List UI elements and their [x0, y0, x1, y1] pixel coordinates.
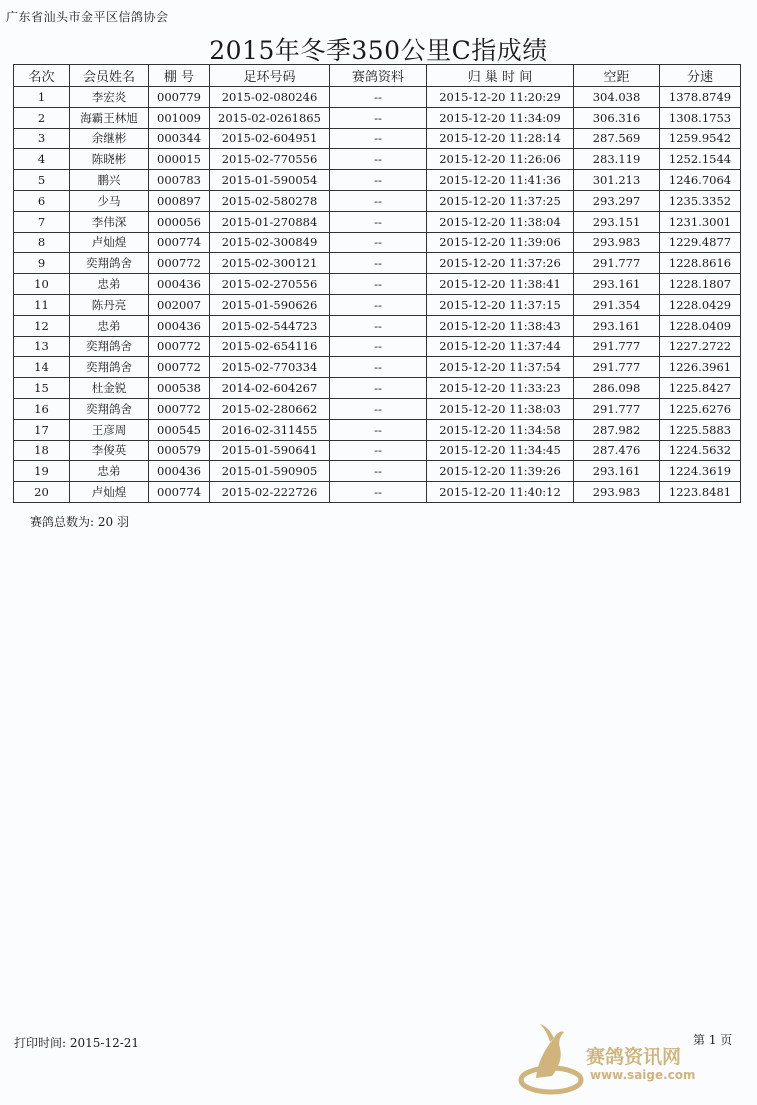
table-cell: 奕翔鸽舍	[70, 357, 149, 378]
table-cell: 2014-02-604267	[210, 378, 330, 399]
table-cell: 卢灿煌	[70, 232, 149, 253]
table-cell: 1	[14, 87, 70, 108]
table-cell: 1225.8427	[660, 378, 741, 399]
table-cell: 奕翔鸽舍	[70, 336, 149, 357]
table-cell: --	[330, 461, 427, 482]
watermark-url: www.saige.com	[590, 1068, 696, 1082]
table-row	[14, 87, 741, 108]
table-cell: 291.777	[574, 253, 660, 274]
table-cell: 2015-12-20 11:37:26	[427, 253, 574, 274]
column-header: 名次	[14, 65, 70, 87]
table-cell: 李俊英	[70, 440, 149, 461]
table-cell: 2015-12-20 11:39:06	[427, 232, 574, 253]
column-header: 归 巢 时 间	[427, 65, 574, 87]
table-cell: 1231.3001	[660, 211, 741, 232]
table-cell: --	[330, 294, 427, 315]
table-cell: 291.777	[574, 398, 660, 419]
table-cell: 2015-12-20 11:34:45	[427, 440, 574, 461]
table-cell: 2015-02-222726	[210, 482, 330, 503]
table-cell: 忠弟	[70, 461, 149, 482]
results-table	[13, 64, 741, 503]
table-cell: 293.983	[574, 232, 660, 253]
table-cell: --	[330, 253, 427, 274]
table-cell: --	[330, 357, 427, 378]
table-cell: 000015	[149, 149, 210, 170]
table-cell: 002007	[149, 294, 210, 315]
table-cell: 2015-12-20 11:37:15	[427, 294, 574, 315]
table-cell: 忠弟	[70, 315, 149, 336]
table-cell: 000436	[149, 274, 210, 295]
table-cell: 2015-02-770556	[210, 149, 330, 170]
table-cell: 306.316	[574, 107, 660, 128]
table-cell: --	[330, 440, 427, 461]
table-row	[14, 211, 741, 232]
table-cell: 293.161	[574, 315, 660, 336]
table-cell: 1224.3619	[660, 461, 741, 482]
table-cell: --	[330, 482, 427, 503]
table-row	[14, 294, 741, 315]
table-cell: 2015-12-20 11:38:41	[427, 274, 574, 295]
table-cell: 1223.8481	[660, 482, 741, 503]
table-cell: 000774	[149, 482, 210, 503]
table-cell: 2015-02-770334	[210, 357, 330, 378]
table-cell: 1252.1544	[660, 149, 741, 170]
table-header-row	[14, 65, 741, 87]
table-cell: 1246.7064	[660, 170, 741, 191]
table-cell: 2015-12-20 11:37:44	[427, 336, 574, 357]
table-cell: 293.161	[574, 274, 660, 295]
table-cell: 忠弟	[70, 274, 149, 295]
table-cell: --	[330, 398, 427, 419]
table-cell: 1378.8749	[660, 87, 741, 108]
organization-name: 广东省汕头市金平区信鸽协会	[6, 10, 169, 24]
table-cell: 000897	[149, 190, 210, 211]
table-row	[14, 170, 741, 191]
column-header: 会员姓名	[70, 65, 149, 87]
table-row	[14, 128, 741, 149]
table-cell: 000774	[149, 232, 210, 253]
table-cell: 2015-12-20 11:28:14	[427, 128, 574, 149]
table-cell: 2015-12-20 11:33:23	[427, 378, 574, 399]
table-cell: 2016-02-311455	[210, 419, 330, 440]
table-cell: 15	[14, 378, 70, 399]
table-cell: --	[330, 232, 427, 253]
table-row	[14, 398, 741, 419]
table-cell: 4	[14, 149, 70, 170]
table-cell: 1259.9542	[660, 128, 741, 149]
table-cell: 2015-12-20 11:39:26	[427, 461, 574, 482]
table-row	[14, 315, 741, 336]
table-cell: 14	[14, 357, 70, 378]
column-header: 分速	[660, 65, 741, 87]
table-cell: 291.354	[574, 294, 660, 315]
table-cell: 2015-12-20 11:38:43	[427, 315, 574, 336]
table-row	[14, 336, 741, 357]
table-cell: 6	[14, 190, 70, 211]
pigeon-logo-icon	[516, 1020, 586, 1100]
table-cell: 2015-02-080246	[210, 87, 330, 108]
table-cell: --	[330, 336, 427, 357]
table-cell: 2015-12-20 11:20:29	[427, 87, 574, 108]
table-cell: 000056	[149, 211, 210, 232]
table-cell: 奕翔鸽舍	[70, 398, 149, 419]
table-cell: 293.297	[574, 190, 660, 211]
table-cell: 10	[14, 274, 70, 295]
table-cell: 18	[14, 440, 70, 461]
table-cell: 11	[14, 294, 70, 315]
table-cell: 2015-02-0261865	[210, 107, 330, 128]
table-cell: 000579	[149, 440, 210, 461]
table-cell: 8	[14, 232, 70, 253]
table-cell: 2015-02-270556	[210, 274, 330, 295]
table-cell: 少马	[70, 190, 149, 211]
table-row	[14, 357, 741, 378]
table-cell: 000436	[149, 315, 210, 336]
print-time: 打印时间: 2015-12-21	[14, 1036, 140, 1050]
table-cell: 287.476	[574, 440, 660, 461]
table-cell: 283.119	[574, 149, 660, 170]
table-cell: --	[330, 170, 427, 191]
table-cell: 20	[14, 482, 70, 503]
total-count: 赛鸽总数为: 20 羽	[30, 515, 129, 529]
table-cell: 余继彬	[70, 128, 149, 149]
table-cell: 1235.3352	[660, 190, 741, 211]
column-header: 赛鸽资料	[330, 65, 427, 87]
table-cell: 19	[14, 461, 70, 482]
table-cell: 000783	[149, 170, 210, 191]
table-row	[14, 274, 741, 295]
table-cell: 2015-02-604951	[210, 128, 330, 149]
table-cell: 293.151	[574, 211, 660, 232]
table-cell: 2015-01-590905	[210, 461, 330, 482]
table-cell: 2015-01-590641	[210, 440, 330, 461]
table-cell: 2015-02-300849	[210, 232, 330, 253]
table-cell: 2015-12-20 11:34:58	[427, 419, 574, 440]
table-cell: 000772	[149, 253, 210, 274]
table-row	[14, 482, 741, 503]
table-cell: 7	[14, 211, 70, 232]
table-row	[14, 190, 741, 211]
table-cell: 1228.0409	[660, 315, 741, 336]
table-cell: 1228.1807	[660, 274, 741, 295]
table-cell: --	[330, 87, 427, 108]
table-cell: 李宏炎	[70, 87, 149, 108]
table-cell: 16	[14, 398, 70, 419]
table-cell: --	[330, 128, 427, 149]
table-cell: 000436	[149, 461, 210, 482]
table-cell: 12	[14, 315, 70, 336]
table-cell: 2015-02-580278	[210, 190, 330, 211]
table-cell: 3	[14, 128, 70, 149]
table-cell: 000779	[149, 87, 210, 108]
table-cell: 287.982	[574, 419, 660, 440]
table-cell: 291.777	[574, 357, 660, 378]
table-cell: 陈晓彬	[70, 149, 149, 170]
table-body	[14, 87, 741, 503]
table-cell: 卢灿煌	[70, 482, 149, 503]
table-cell: 1224.5632	[660, 440, 741, 461]
table-cell: 293.983	[574, 482, 660, 503]
table-cell: 2015-02-544723	[210, 315, 330, 336]
table-cell: --	[330, 190, 427, 211]
table-cell: 1225.6276	[660, 398, 741, 419]
table-cell: 杜金锐	[70, 378, 149, 399]
table-cell: 2015-12-20 11:37:54	[427, 357, 574, 378]
table-cell: 2015-12-20 11:38:04	[427, 211, 574, 232]
table-cell: 13	[14, 336, 70, 357]
table-cell: 2015-12-20 11:37:25	[427, 190, 574, 211]
table-cell: 2015-12-20 11:40:12	[427, 482, 574, 503]
table-cell: 1226.3961	[660, 357, 741, 378]
table-cell: 000545	[149, 419, 210, 440]
table-cell: 2015-02-654116	[210, 336, 330, 357]
table-cell: --	[330, 419, 427, 440]
table-cell: 17	[14, 419, 70, 440]
page-title: 2015年冬季350公里C指成绩	[209, 36, 548, 65]
table-cell: 2015-02-280662	[210, 398, 330, 419]
column-header: 足环号码	[210, 65, 330, 87]
table-cell: 1225.5883	[660, 419, 741, 440]
table-cell: --	[330, 149, 427, 170]
table-cell: 000772	[149, 336, 210, 357]
table-cell: --	[330, 107, 427, 128]
table-cell: 000538	[149, 378, 210, 399]
table-cell: 1228.8616	[660, 253, 741, 274]
table-cell: 2015-12-20 11:26:06	[427, 149, 574, 170]
table-cell: 000772	[149, 357, 210, 378]
column-header: 棚 号	[149, 65, 210, 87]
table-cell: 000772	[149, 398, 210, 419]
table-row	[14, 232, 741, 253]
table-cell: 1229.4877	[660, 232, 741, 253]
watermark-text: 赛鸽资讯网	[586, 1046, 682, 1068]
table-row	[14, 149, 741, 170]
table-cell: 000344	[149, 128, 210, 149]
page-number: 第 1 页	[693, 1033, 733, 1047]
table-cell: 2015-01-590626	[210, 294, 330, 315]
table-cell: 287.569	[574, 128, 660, 149]
table-cell: 海霸王林旭	[70, 107, 149, 128]
table-row	[14, 107, 741, 128]
table-cell: --	[330, 315, 427, 336]
table-cell: 5	[14, 170, 70, 191]
table-cell: --	[330, 274, 427, 295]
table-cell: 1228.0429	[660, 294, 741, 315]
table-cell: 陈丹亮	[70, 294, 149, 315]
table-cell: 2015-12-20 11:38:03	[427, 398, 574, 419]
table-row	[14, 440, 741, 461]
table-cell: 2	[14, 107, 70, 128]
table-cell: 2015-02-300121	[210, 253, 330, 274]
table-row	[14, 461, 741, 482]
table-cell: 1227.2722	[660, 336, 741, 357]
table-cell: 301.213	[574, 170, 660, 191]
table-cell: 2015-01-270884	[210, 211, 330, 232]
table-cell: 2015-12-20 11:41:36	[427, 170, 574, 191]
column-header: 空距	[574, 65, 660, 87]
table-cell: 001009	[149, 107, 210, 128]
table-row	[14, 378, 741, 399]
table-cell: 2015-01-590054	[210, 170, 330, 191]
table-cell: 2015-12-20 11:34:09	[427, 107, 574, 128]
table-cell: 王彦周	[70, 419, 149, 440]
table-cell: 李伟深	[70, 211, 149, 232]
table-cell: 9	[14, 253, 70, 274]
table-cell: 291.777	[574, 336, 660, 357]
table-row	[14, 253, 741, 274]
table-cell: --	[330, 378, 427, 399]
watermark	[516, 1020, 726, 1100]
table-cell: 286.098	[574, 378, 660, 399]
table-row	[14, 419, 741, 440]
table-cell: 1308.1753	[660, 107, 741, 128]
table-cell: 奕翔鸽舍	[70, 253, 149, 274]
table-cell: 293.161	[574, 461, 660, 482]
table-cell: 304.038	[574, 87, 660, 108]
table-cell: 鹏兴	[70, 170, 149, 191]
table-cell: --	[330, 211, 427, 232]
